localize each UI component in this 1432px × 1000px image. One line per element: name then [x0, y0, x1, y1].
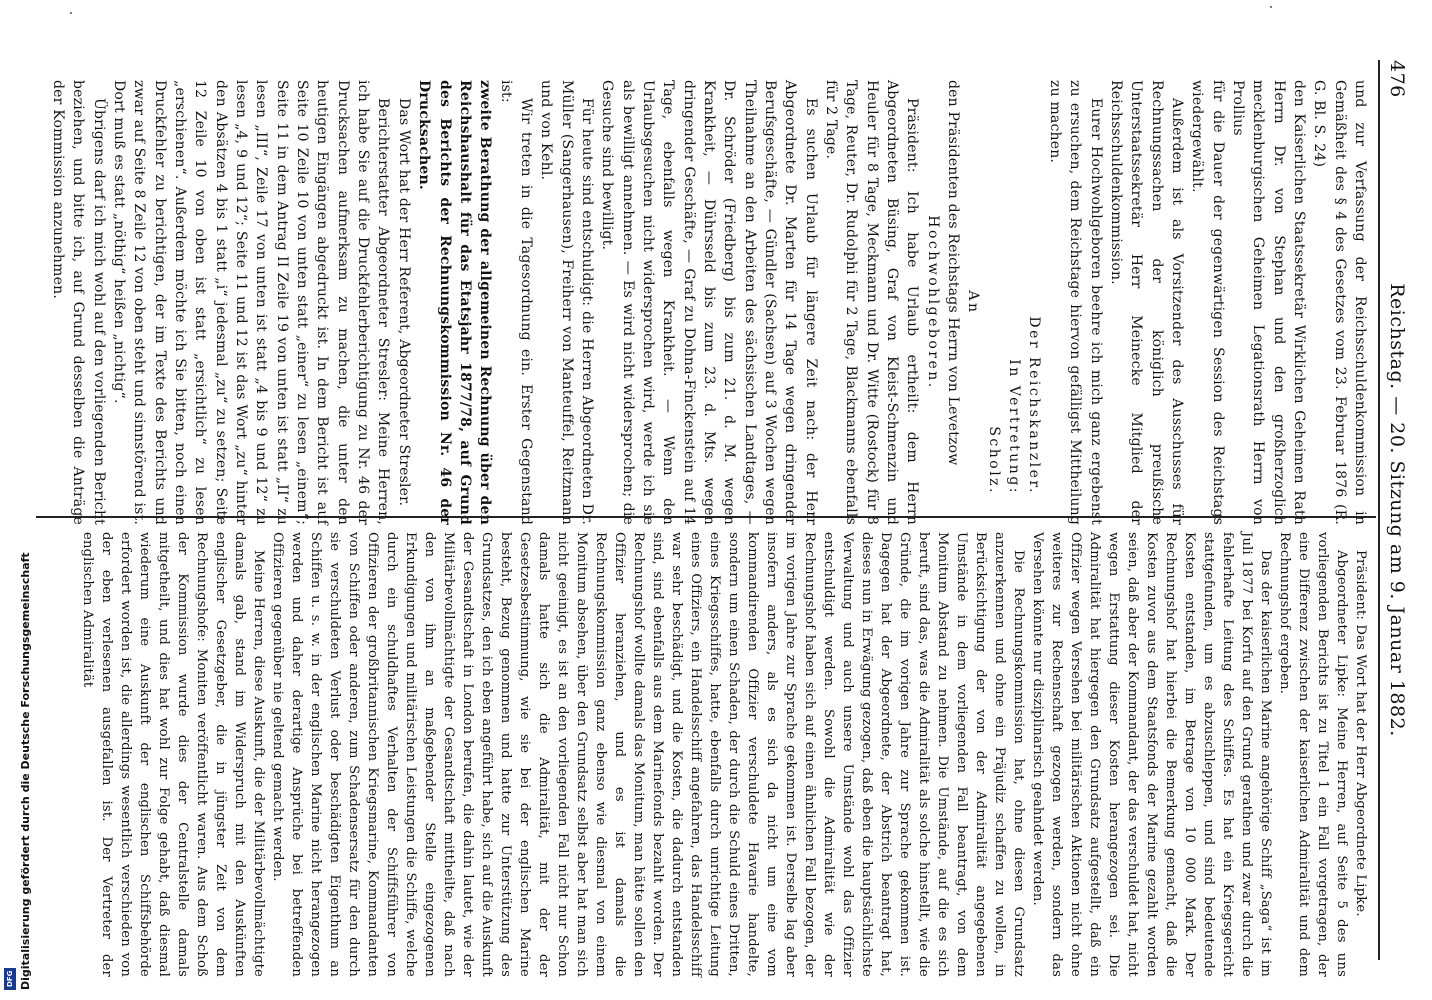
page-number: 476: [1386, 60, 1408, 98]
running-title: Reichstag. — 20. Sitzung am 9. Januar 1882.: [1386, 283, 1408, 737]
paragraph: den Kaiserlichen Staatssekretär Wirklichen Geheimen Rath Herrn Dr. von Stephan und den großherzoglich mecklenburgischen Geheimen Legationsrath Herrn von Prollius: [1229, 80, 1307, 525]
paragraph: Das Wort hat der Herr Referent, Abgeordneter Stresler.: [395, 98, 412, 507]
paragraph: Hochwohlgeboren.: [924, 215, 941, 390]
dfg-logo-icon: [4, 968, 16, 990]
paragraph: Für heute sind entschuldigt: die Herren Abgeordneten Dr. Müller (Sangerhausen), Freiherr von Manteuffel, Reitzmann und von Kehl.: [538, 80, 595, 525]
paragraph: Übrigens darf ich mich wohl auf den vorliegenden Bericht beziehen, und bitte ich, auf Grund desselben die Anträge der Kommission anzunehmen.: [50, 80, 107, 525]
page-header: [1378, 60, 1408, 960]
paragraph: Es suchen Urlaub für längere Zeit nach: der Herr Abgeordnete Dr. Marten für 14 Tage wegen dringender Berufsgeschäfte, — Gündler (Sachsen) auf 3 Wochen wegen Theilnahme an den Arbeiten des sächsischen Landtages, — Dr. Schröder (Friedberg) bis zum 21. d. M. wegen Krankheit, — Dührsseld bis zum 23. d. Mts. wegen dringender Geschäfte, — Graf zu Dohna-Finckenstein auf 14 Tage, ebenfalls wegen Krankheit. — Wenn den Urlaubsgesuchen nicht widersprochen wird, werde ich sie als bewilligt annehmen. — Es wird nicht widersprochen; die Gesuche sind bewilligt.: [599, 80, 819, 525]
paragraph: den Präsidenten des Reichstags Herrn von Levetzow: [945, 80, 962, 466]
paragraph: zweite Berathung der allgemeinen Rechnung über den Reichshaushalt für das Etatsjahr 1877/78, auf Grund des Berichts der Rechnungskommission Nr. 46 der Drucksachen.: [416, 80, 494, 525]
scan-speck: [1270, 6, 1272, 8]
credit-text: Digitalisierung gefördert durch die Deutsche Forschungsgemeinschaft: [19, 552, 32, 990]
paragraph: Außerdem ist als Vorsitzender des Ausschusses für Rechnungssachen der königlich preußische Unterstaatssekretär Herr Meinecke Mitglied der Reichsschuldenkommission.: [1107, 80, 1185, 525]
paragraph: für die Dauer der gegenwärtigen Session des Reichstags wiedergewählt.: [1189, 80, 1226, 525]
right-column: [78, 532, 1370, 977]
paragraph: Eurer Hochwohlgeboren beehre ich mich ganz ergebenst zu ersuchen, dem Reichstage hiervon gefälligst Mittheilung zu machen.: [1046, 80, 1104, 525]
paragraph: An: [965, 290, 982, 315]
column-divider: [36, 516, 1376, 518]
paragraph: und zur Verfassung der Reichsschuldenkommission in Gemäßheit des § 4 des Gesetzes vom 23. Februar 1876 (R. G. Bl. S. 24): [1311, 80, 1368, 525]
paragraph: Das der kaiserlichen Marine angehörige Schiff „Saga“ ist im Juli 1877 bei Korfu auf den Grund gerathen und zwar durch die fehlerhafte Leitung des Schiffes. Es hat ein Kriegsgericht stattgefunden, um es abzuschleppen, und sind bedeutende Kosten entstanden, im Betrage von 10 000 Mark. Der Rechnungshof hat hierbei die Bemerkung gemacht, daß die Kosten zuvor aus dem Staatsfonds der Marine gezahlt worden seien, daß aber der Kommandant, der das verschuldet hat, nicht wegen Erstattung dieser Kosten herangezogen sei. Die Admiralität hat hiergegen den Grundsatz aufgestellt, daß ein Offizier wegen Versehen bei militärischen Aktionen nicht ohne weiteres zur Rechenschaft gezogen werden, sondern das Versehen könnte nur disziplinarisch geahndet werden.: [1030, 532, 1273, 977]
paragraph: Meine Herren, diese Auskunft, die der Militärbevollmächtigte damals gab, stand im Widerspruch mit den Auskünften englischer Gesetzgeber, die in jüngster Zeit von dem Rechnungshofe: Moniten veröffentlicht waren. Aus dem Schoß der Kommission wurde dies der Centralstelle damals mitgetheilt, und dies hat wohl zur Folge gehabt, daß diesmal wiederum eine Auskunft der englischen Schiffsbehörde erfordert worden ist, die allerdings wesentlich verschieden von der eben verlesenen ausgefallen ist. Der Vertreter der englischen Admiralität: [80, 532, 266, 977]
document-page: [16, 0, 1416, 1000]
paragraph: Berichterstatter Abgeordneter Stresler: Meine Herren, ich habe Sie auf die Druckfehlerberichtigung zu Nr. 46 der Drucksachen aufmerksam zu machen, die unter den heutigen Eingängen abgedruckt ist. In dem Bericht ist auf Seite 10 Zeile 10 von unten statt „einer“ zu lesen „einem“; Seite 11 in dem Antrag II Zeile 19 von unten ist statt „II“ zu lesen „III“, Zeile 17 von unten ist statt „4 bis 9 und 12“ zu lesen „4, 9 und 12“; Seite 11 und 12 ist das Wort „zu“ hinter den Absätzen 4 bis 1 statt „i“ jedesmal „zu“ zu setzen; Seite 12 Zeile 10 von oben ist statt „ersichtlich“ zu lesen „erschienen“. Außerdem möchte ich Sie bitten, noch einen Druckfehler zu berichtigen, der im Texte des Berichts und zwar auf Seite 8 Zeile 12 von oben steht und sinnstörend ist. Dort muß es statt „nöthig“ heißen „nichtig“.: [111, 80, 392, 525]
paragraph: Scholz.: [985, 426, 1002, 495]
left-column: [48, 80, 1370, 525]
paragraph: In Vertretung:: [1006, 359, 1023, 495]
scan-speck: [70, 12, 72, 14]
paragraph: Der Reichskanzler.: [1026, 316, 1043, 495]
header-rule: [1378, 60, 1380, 960]
paragraph: Wir treten in die Tagesordnung ein. Erster Gegenstand ist:: [497, 80, 534, 525]
paragraph: Präsident: Das Wort hat der Herr Abgeordnete Lipke.: [1353, 550, 1368, 917]
paragraph: Abgeordneter Lipke: Meine Herren, auf Seite 5 des uns vorliegenden Berichts ist zu Titel 1 ein Fall vorgetragen, der eine Differenz zwischen der kaiserlichen Admiralität und dem Rechnungshof ergeben.: [1277, 532, 1349, 977]
dfg-logo-text: DFG: [6, 970, 14, 988]
paragraph: Präsident: Ich habe Urlaub ertheilt: dem Herrn Abgeordneten Büsing, Graf von Kleist-Schmenzin und Heuler für 8 Tage, Meckmann und Dr. Witte (Rostock) für 8 Tage, Reuter, Dr. Rudolphi für 2 Tage, Blackmanns ebenfalls für 2 Tage.: [823, 80, 921, 525]
paragraph: Die Rechnungskommission hat, ohne diesen Grundsatz anzuerkennen und ohne ein Präjudiz schaffen zu wollen, in Berücksichtigung der von der Admiralität angegebenen Umstände in dem vorliegenden Fall beantragt, von dem Monitum Abstand zu nehmen. Die Umstände, auf die es sich beruft, sind das, was die Admiralität als solche hinstellt, wie die Gründe, die im vorigen Jahre zur Sprache gekommen ist. Dagegen hat der Abgeordnete, der Abstrich beantragt hat, dieses nun in Erwägung gezogen, daß eben die hauptsächlichste Verwaltung und auch unsere Umstände wohl das Offizier entschuldigt werden. Sowohl die Admiralität wie der Rechnungshof haben sich auf einen ähnlichen Fall bezogen, der im vorigen Jahre zur Sprache gekommen ist. Derselbe lag aber insofern anders, als es sich da nicht um eine vom kommandirenden Offizier verschuldete Havarie handelte, sondern um einen Schaden, der durch die Schuld eines Dritten, eines Kriegsschiffes, hatte, ebenfalls durch unrichtige Leitung eines Offiziers, ein Handelsschiff angefahren, das Handelsschiff war sehr beschädigt, und die Kosten, die dadurch entstanden sind, sind ebenfalls aus dem Marinefonds bezahlt worden. Der Rechnungshof wollte damals das Monitum, man hätte sollen den Offizier heranziehen, und es ist damals die Rechnungskommission ganz ebenso wie diesmal von einem Monitum absehen, über den Grundsatz selbst aber hat man sich nicht geeinigt, es ist an den vorliegenden Fall nicht nur Schon damals hatte sich die Admiralität, mit der der Gesetzesbestimmung, wie sie bei der englischen Marine besteht, Bezug genommen und hatte zur Unterstützung des Grundsatzes, den ich eben angeführt habe, sich auf die Auskunft der Gesandtschaft in London berufen, die dahin lautet, wie der Militärbevollmächtigte der Gesandtschaft mittheilte, daß nach den von ihm an maßgebender Stelle eingezogenen Erkundigungen und militärischen Leistungen die Schiffe, welche durch ein schuldhaftes Verhalten der Schiffsführer von Offizieren der großbritannischen Kriegsmarine, Kommandanten von Schiffen oder anderen, zum Schadensersatz für den durch sie verschuldeten Verlust oder beschädigten Eigenthum an Schiffen u. s. w. in der englischen Marine nicht herangezogen werden und daher derartige Ansprüche bei betreffenden Offizieren gegenüber nie geltend gemacht werden.: [270, 532, 1026, 977]
